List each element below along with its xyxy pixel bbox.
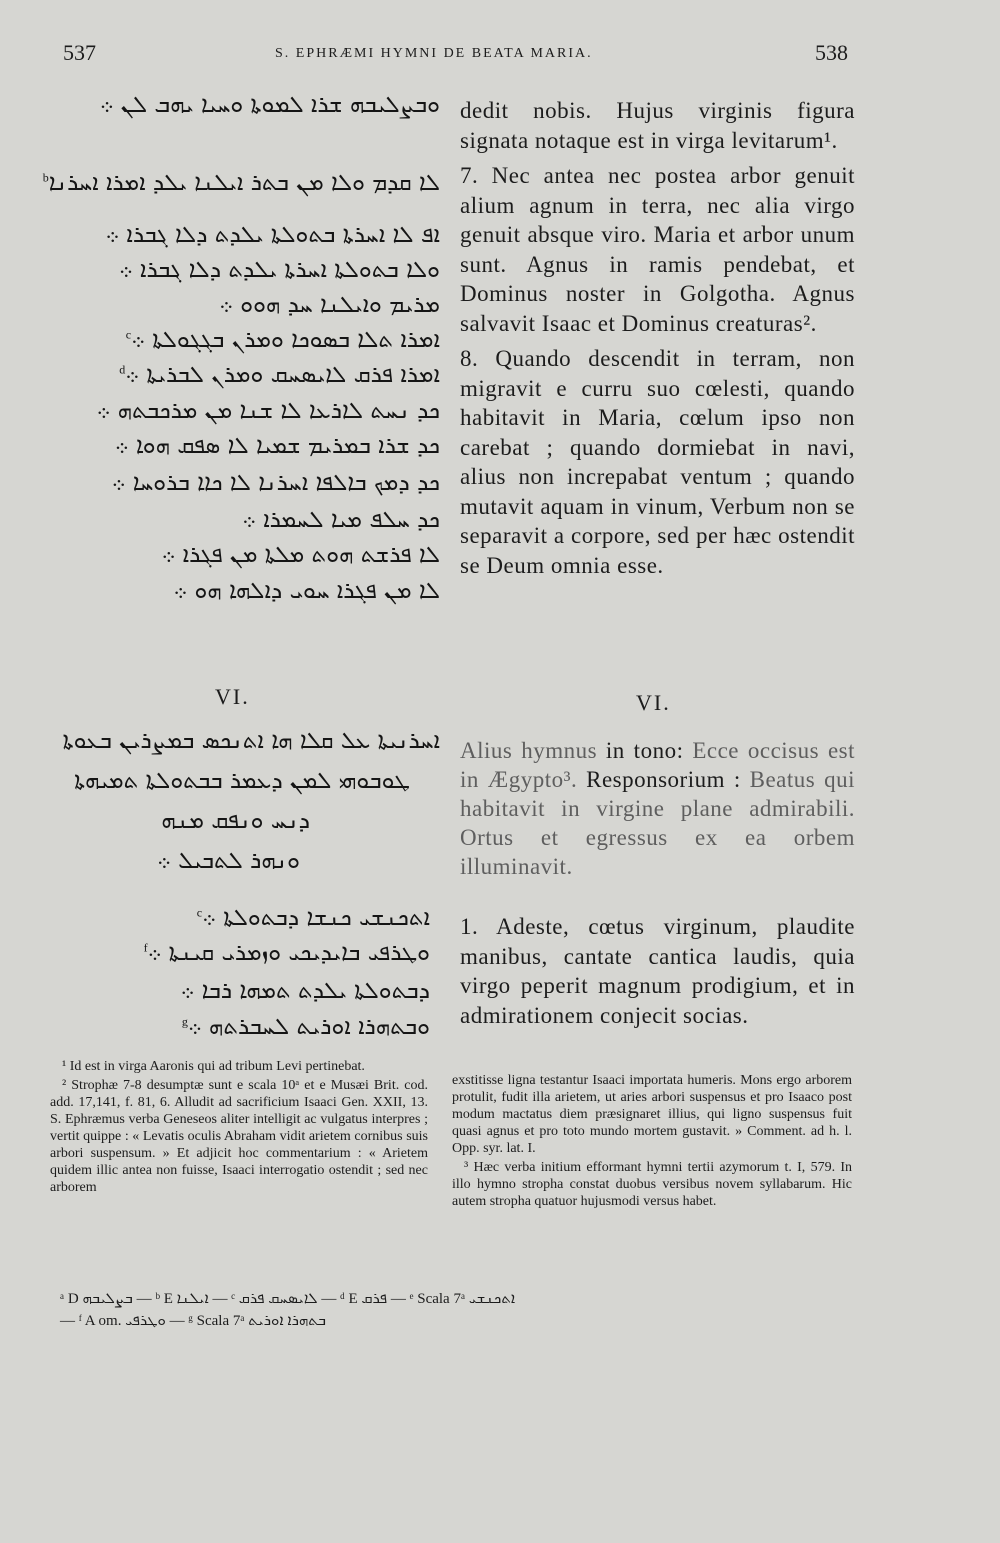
syriac-line: ܐܡܪܐ ܦܪܩ ܠܐܝܣܚܩ ܘܡܪܢ ܠܒܪܝܬܐ ܀$^d$	[119, 362, 440, 388]
syriac-line: ܟܕ ܢܚܬ ܠܐܪܥܐ ܠܐ ܫܢܐ ܡܢ ܡܪܟܒܬܗ ܀	[96, 398, 440, 424]
section-heading-syriac: VI.	[215, 684, 250, 709]
footnotes-right	[452, 1072, 852, 1212]
syriac-line: ܘܒܨܠܝܒܗ ܫܪܐ ܠܡܘܬܐ ܘܚܝܐ ܝܗܒ ܠܢ ܀	[99, 92, 440, 118]
hymn-intro-part: Ecce occisus est in Ægypto³.	[460, 738, 855, 792]
running-title: S. EPHRÆMI HYMNI DE BEATA MARIA.	[275, 46, 593, 61]
syriac-line: ܠܐ ܦܪܫܬ ܗܘܬ ܡܠܬܐ ܡܢ ܦܓܪܐ ܀	[161, 542, 440, 568]
footnotes-left	[50, 1058, 428, 1198]
right-page-number: 538	[815, 40, 848, 65]
syriac-line: ܟܕ ܚܠܦ ܡܝܐ ܠܚܡܪܐ ܀	[242, 507, 440, 533]
syriac-line: ܟܕ ܫܪܐ ܒܡܪܝܡ ܫܡܝܐ ܠܐ ܣܦܩ ܗܘܐ ܀	[114, 433, 440, 459]
syriac-line: ܐܦ ܠܐ ܐܚܪܬܐ ܒܬܘܠܬܐ ܝܠܕܬ ܕܠܐ ܓܒܪܐ ܀	[105, 222, 440, 248]
stanza-line: ܕܒܬܘܠܬܐ ܝܠܕܬ ܬܡܗܐ ܪܒܐ ܀	[180, 978, 430, 1004]
stanza-line: ܘܛܪܦܝ ܒܐܝܕܝܟܝ ܘܙܡܪܝ ܩܝܢܬܐ ܀$^f$	[143, 940, 430, 966]
latin-paragraph-1: 1. Adeste, cœtus virginum, plaudite manibus, cantate cantica laudis, quia virgo peperit magnum prodigium, et in admirationem conjecit socias.	[460, 914, 855, 1028]
hymn-intro-part: Beatus qui habitavit in virgine plane admirabili. Ortus et egressus ex ea orbem illuminavit.	[460, 767, 855, 879]
hymn-intro-part: Responsorium :	[586, 767, 741, 792]
syriac-line: ܠܐ ܩܕܡ ܘܠܐ ܡܢ ܒܬܪ ܐܝܠܢܐ ܝܠܕ ܐܡܪܐ ܐܚܪܢܐ$^b$	[42, 170, 440, 196]
hymn-title-line: ܕܢܚ ܘܢܦܩ ܡܢܗ	[161, 808, 310, 834]
hymn-title-line: ܛܘܒܘܗܝ ܠܡܢ ܕܥܡܪ ܒܒܬܘܠܬܐ ܬܡܝܗܬܐ	[74, 768, 410, 794]
syriac-line: ܡܪܝܡ ܘܐܝܠܢܐ ܚܕ ܗܘܘ ܀	[219, 292, 440, 318]
hymn-intro-part: in tono:	[605, 738, 693, 763]
variant-line: ᵃ D ܒܨܠܝܒܗ — ᵇ E ܐܝܠܢܐ — ᶜ ܠܐܝܣܚܩ ܦܪܩ — ᵈ E ܦܪܩ — ᵉ Scala 7ᵃ ܐܬܟܢܫܝ	[60, 1291, 516, 1307]
page-header	[55, 40, 860, 76]
variant-line: — ᶠ A om. ܘܛܪܦܝ — ᵍ Scala 7ᵃ ܒܬܗܪܐ ܐܘܪܝܬ	[60, 1313, 326, 1329]
latin-paragraph: dedit nobis. Hujus virginis figura signata notaque est in virga levitarum¹.	[460, 98, 855, 153]
latin-paragraph-8: 8. Quando descendit in terram, non migravit e curru suo cœlesti, quando habitavit in Maria, cœlum ipso non carebat ; quando dormiebat in navi, alius non increpabat ventum ; quando mutavit aquam in vinum, Verbum non se separavit a corpore, sed per hæc ostendit se Deum omnia esse.	[460, 346, 855, 578]
latin-paragraph-7: 7. Nec antea nec postea arbor genuit alium agnum in terra, nec alia virgo genuit absque viro. Maria et arbor unum sunt. Agnus in ramis pendebat, et Dominus noster in Golgotha. Agnus salvavit Isaac et Dominus creaturas².	[460, 163, 855, 336]
hymn-intro-part: Alius hymnus	[460, 738, 606, 763]
syriac-line: ܠܐ ܡܢ ܦܓܪܐ ܚܘܝ ܕܐܠܗܐ ܗܘ ܀	[173, 578, 440, 604]
syriac-line: ܟܕ ܕܡܟ ܒܐܠܦܐ ܐܚܪܢܐ ܠܐ ܟܐܐ ܒܪܘܚܐ ܀	[111, 470, 440, 496]
stanza-line: ܘܒܬܗܪܐ ܐܘܪܝܬ ܠܚܒܪܬܗ ܀$^g$	[181, 1014, 430, 1040]
latin-column-top	[460, 96, 855, 586]
hymn-intro	[460, 736, 855, 881]
left-page-number: 537	[63, 40, 96, 65]
footnote: ² Strophæ 7-8 desumptæ sunt e scala 10ᵃ et e Musæi Brit. cod. add. 17,141, f. 81, 6. Alludit ad sacrificium Isaaci Gen. XXII, 13. S. Ephræmus verba Geneseos aliter intelligit ac vulgatus interpres ; vertit quippe : « Levatis oculis Abraham vidit arietem cornibus suis arbori suspensum. » Et adjicit hoc commentarium : « Arietem quidem illic antea non fuisse, Isaaci interrogatio ostendit ; sed nec arborem	[50, 1078, 428, 1195]
footnote: ¹ Id est in virga Aaronis qui ad tribum Levi pertinebat.	[62, 1059, 365, 1074]
footnote: ³ Hæc verba initium efformant hymni tertii azymorum t. I, 579. In illo hymno stropha constat duobus versibus novem syllabarum. Hic autem stropha quatuor hujusmodi versus habet.	[452, 1160, 852, 1209]
stanza-line: ܐܬܟܢܫܝ ܟܢܫܐ ܕܒܬܘܠܬܐ ܀$^c$	[196, 905, 430, 931]
syriac-line: ܐܡܪܐ ܬܠܐ ܒܣܘܟܐ ܘܡܪܢ ܒܓܓܘܠܬܐ ܀$^c$	[125, 327, 440, 353]
hymn-title-line: ܐܚܪܢܝܬܐ ܥܠ ܩܠܐ ܗܐ ܐܬܢܟܣ ܒܡܨܪܝܢ ܒܥܘܬܐ	[62, 728, 440, 754]
syriac-line: ܘܠܐ ܒܬܘܠܬܐ ܐܚܪܬܐ ܝܠܕܬ ܕܠܐ ܓܒܪܐ ܀	[118, 257, 440, 283]
footnote: exstitisse ligna testantur Isaaci importata humeris. Mons ergo arborem protulit, fudit illa arietem, ut aries arbori suspensus et pro Isaaco post modum mactatus diem præsignaret illius, qui ligno suspensus fuit quasi agnus et pro toto mundo mortem gustavit. » Comment. ad h. l. Opp. syr. lat. I.	[452, 1073, 852, 1156]
variant-readings	[60, 1288, 850, 1332]
section-heading-latin: VI.	[636, 690, 671, 715]
hymn-title-line: ܘܢܗܪ ܠܬܒܝܠ ܀	[157, 848, 300, 874]
